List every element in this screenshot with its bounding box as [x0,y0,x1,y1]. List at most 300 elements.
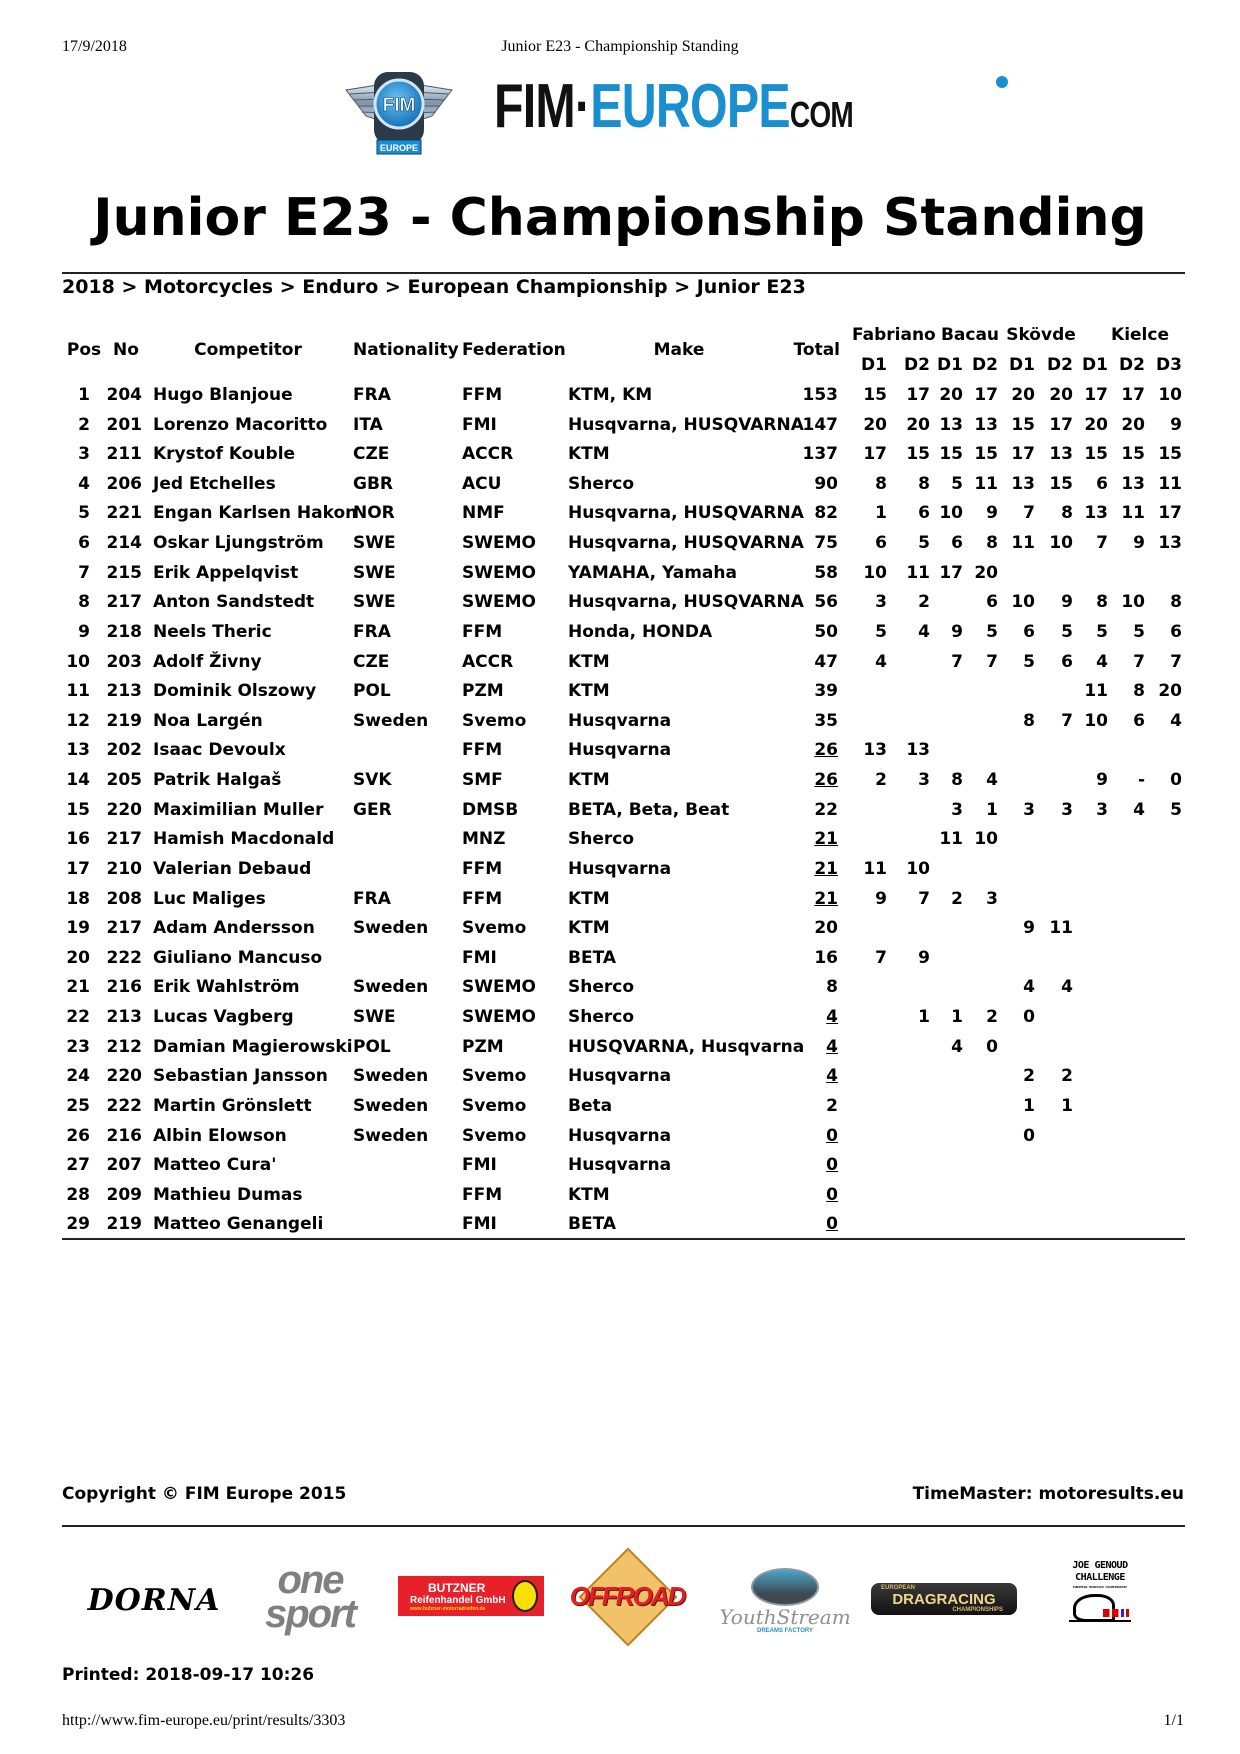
cell-make: HUSQVARNA, Husqvarna [568,1036,805,1057]
cell-score: 8 [986,533,998,554]
col-header-make[interactable]: Make [653,340,705,360]
cell-nationality: CZE [353,651,390,672]
cell-pos: 5 [78,503,90,524]
table-row[interactable] [0,800,1240,830]
cell-competitor: Albin Elowson [153,1125,287,1146]
cell-score: 1 [918,1007,930,1028]
table-row[interactable] [0,918,1240,948]
cell-make: KTM, KM [568,385,653,405]
cell-score: 7 [1023,503,1035,524]
cell-score: 8 [951,770,963,791]
cell-federation: FFM [462,1184,503,1205]
cell-competitor: Valerian Debaud [153,858,312,879]
table-row[interactable] [0,592,1240,622]
cell-score: 5 [918,533,930,554]
cell-make: Husqvarna [568,710,672,731]
cell-federation: Svemo [462,918,527,939]
cell-score: 13 [1158,533,1182,554]
table-row[interactable] [0,1155,1240,1185]
cell-pos: 14 [66,770,90,791]
cell-pos: 28 [66,1184,90,1205]
cell-make: Husqvarna, HUSQVARNA [568,592,804,613]
cell-total: 26 [814,770,838,791]
cell-federation: SMF [462,770,503,791]
cell-score: 20 [1158,681,1182,702]
cell-score: 11 [1084,681,1108,702]
cell-score: 4 [875,651,887,672]
table-row[interactable] [0,711,1240,741]
cell-make: KTM [568,1184,610,1205]
cell-federation: FFM [462,858,503,879]
cell-total: 50 [814,621,838,642]
cell-nationality: Sweden [353,977,429,998]
col-header-total[interactable]: Total [793,340,840,360]
cell-pos: 1 [78,385,90,405]
cell-pos: 23 [66,1036,90,1057]
cell-score: 0 [1023,1125,1035,1146]
event-header-fabriano: Fabriano [852,325,936,345]
col-header-nationality[interactable]: Nationality [353,340,459,360]
copyright-text: Copyright © FIM Europe 2015 [62,1484,347,1504]
dorna-logo-text: DORNA [87,1582,221,1618]
cell-pos: 22 [66,1007,90,1028]
cell-total: 21 [814,858,838,879]
cell-total: 20 [814,918,838,939]
sponsor-butzner-logo[interactable] [398,1576,544,1616]
cell-score: 3 [1096,799,1108,820]
col-header-pos[interactable]: Pos [66,340,102,360]
table-row[interactable] [0,474,1240,504]
cell-score: 3 [1061,799,1073,820]
cell-score: 7 [918,888,930,909]
cell-score: 11 [1158,473,1182,494]
cell-nationality: SWE [353,1007,396,1028]
cell-score: 11 [1121,503,1145,524]
cell-score: 13 [1049,444,1073,465]
cell-total: 147 [802,414,838,435]
cell-score: 9 [1023,918,1035,939]
joe-line1: JOE GENOUD [1072,1560,1128,1571]
event-header-kielce: Kielce [1111,325,1169,345]
cell-federation: FMI [462,1214,497,1235]
timemaster-link[interactable]: TimeMaster: motoresults.eu [912,1484,1184,1504]
cell-score: 5 [1133,621,1145,642]
onesport-line1: one [277,1558,343,1602]
table-row[interactable] [0,533,1240,563]
cell-make: KTM [568,651,610,672]
cell-nationality: SVK [353,770,392,791]
cell-make: BETA, Beta, Beat [568,799,730,820]
wordmark-europe: EUROPE [590,72,790,141]
cell-score: 2 [951,888,963,909]
cell-no: 204 [106,385,142,405]
cell-competitor: Mathieu Dumas [153,1184,303,1205]
cell-federation: PZM [462,681,504,702]
cell-score: 5 [951,473,963,494]
cell-score: 17 [1049,414,1073,435]
cell-federation: SWEMO [462,1007,536,1028]
day-header: D2 [972,355,998,375]
butzner-tire-icon [512,1580,538,1612]
cell-score: 1 [986,799,998,820]
cell-competitor: Jed Etchelles [153,473,276,494]
cell-score: 8 [1133,681,1145,702]
cell-score: 20 [863,414,887,435]
cell-score: 10 [1121,592,1145,613]
cell-federation: PZM [462,1036,504,1057]
fim-europe-wordmark [494,72,853,150]
day-header: D1 [1009,355,1035,375]
cell-total: 21 [814,829,838,850]
table-row[interactable] [0,770,1240,800]
event-header-skovde: Skövde [1006,325,1076,345]
cell-total: 2 [826,1095,838,1116]
cell-nationality: POL [353,1036,391,1057]
day-header: D2 [1119,355,1145,375]
cell-no: 220 [106,799,142,820]
cell-total: 0 [826,1155,838,1176]
day-header: D1 [1082,355,1108,375]
cell-competitor: Damian Magierowski [153,1036,353,1057]
cell-total: 21 [814,888,838,909]
cell-competitor: Lorenzo Macoritto [153,414,328,435]
cell-no: 207 [106,1155,142,1176]
cell-federation: DMSB [462,799,519,820]
cell-make: YAMAHA, Yamaha [568,562,737,583]
cell-score: 17 [939,562,963,583]
cell-score: 17 [906,385,930,405]
cell-make: BETA [568,1214,617,1235]
cell-score: 3 [986,888,998,909]
table-row[interactable] [0,948,1240,978]
cell-score: 15 [1158,444,1182,465]
cell-nationality: POL [353,681,391,702]
print-doc-title: Junior E23 - Championship Standing [501,38,739,55]
cell-make: Husqvarna [568,1125,672,1146]
table-row[interactable] [0,977,1240,1007]
cell-pos: 29 [66,1214,90,1235]
cell-score: 0 [1023,1007,1035,1028]
cell-competitor: Anton Sandstedt [153,592,315,613]
cell-competitor: Erik Appelqvist [153,562,299,583]
cell-competitor: Adam Andersson [153,918,315,939]
cell-competitor: Hamish Macdonald [153,829,335,850]
cell-nationality: Sweden [353,1095,429,1116]
cell-pos: 3 [78,444,90,465]
cell-competitor: Engan Karlsen Hakon [153,503,358,524]
cell-score: 10 [1049,533,1073,554]
cell-federation: NMF [462,503,505,524]
cell-no: 203 [106,651,142,672]
sponsor-dorna-logo[interactable] [86,1578,222,1622]
youthstream-line2: DREAMS FACTORY [756,1628,813,1634]
cell-score: 11 [1049,918,1073,939]
cell-score: 9 [986,503,998,524]
cell-competitor: Matteo Cura' [153,1155,277,1176]
cell-no: 222 [106,947,142,968]
cell-score: 4 [951,1036,963,1057]
day-header: D2 [904,355,930,375]
cell-competitor: Neels Theric [153,621,272,642]
table-row[interactable] [0,652,1240,682]
cell-total: 58 [814,562,838,583]
cell-nationality: Sweden [353,918,429,939]
cell-federation: Svemo [462,1125,527,1146]
cell-score: 2 [1023,1066,1035,1087]
sponsor-drag-racing-logo[interactable] [871,1583,1017,1615]
cell-total: 16 [814,947,838,968]
cell-score: 8 [918,473,930,494]
cell-make: BETA [568,947,617,968]
table-row[interactable] [0,1096,1240,1126]
cell-total: 39 [814,681,838,702]
cell-no: 212 [106,1036,142,1057]
cell-total: 137 [802,444,838,465]
table-row[interactable] [0,1185,1240,1215]
table-row[interactable] [0,622,1240,652]
day-header: D2 [1047,355,1073,375]
cell-score: 7 [1133,651,1145,672]
cell-pos: 13 [66,740,90,761]
cell-pos: 12 [66,710,90,731]
cell-competitor: Luc Maliges [153,888,266,909]
youthstream-s-icon [751,1568,819,1606]
cell-score: 6 [1096,473,1108,494]
cell-score: 1 [875,503,887,524]
cell-no: 209 [106,1184,142,1205]
cell-score: 15 [939,444,963,465]
cell-score: 8 [1170,592,1182,613]
flags-icon [1103,1609,1129,1617]
sponsor-youthstream-logo[interactable] [718,1566,852,1636]
cell-no: 206 [106,473,142,494]
cell-federation: SWEMO [462,977,536,998]
cell-total: 153 [802,385,838,405]
cell-score: 6 [1023,621,1035,642]
cell-score: 5 [986,621,998,642]
cell-nationality: GER [353,799,392,820]
cell-score: 13 [863,740,887,761]
cell-competitor: Lucas Vagberg [153,1007,294,1028]
drag-line3: CHAMPIONSHIPS [952,1606,1003,1613]
table-row[interactable] [0,1037,1240,1067]
cell-make: KTM [568,888,610,909]
cell-score: 5 [1023,651,1035,672]
col-header-federation[interactable]: Federation [462,340,566,360]
cell-competitor: Martin Grönslett [153,1095,312,1116]
cell-no: 217 [106,592,142,613]
day-header: D1 [937,355,963,375]
cell-total: 26 [814,740,838,761]
cell-nationality: FRA [353,621,391,642]
cell-total: 90 [814,473,838,494]
cell-federation: SWEMO [462,533,536,554]
cell-score: 15 [1049,473,1073,494]
cell-make: Husqvarna [568,1155,672,1176]
cell-score: 6 [1133,710,1145,731]
cell-score: 15 [1121,444,1145,465]
cell-total: 4 [826,1036,838,1057]
cell-score: 8 [1061,503,1073,524]
cell-score: 20 [1121,414,1145,435]
cell-no: 216 [106,977,142,998]
cell-score: 17 [1084,385,1108,405]
fim-emblem-icon [344,66,454,158]
printed-timestamp: Printed: 2018-09-17 10:26 [62,1665,315,1685]
sponsor-onesport-logo[interactable] [265,1558,355,1636]
cell-score: 11 [1011,533,1035,554]
cell-score: 4 [1133,799,1145,820]
table-row[interactable] [0,503,1240,533]
cell-score: 13 [939,414,963,435]
cell-total: 35 [814,710,838,731]
onesport-line2: sport [265,1592,355,1636]
cell-make: Sherco [568,473,635,494]
cell-score: 6 [875,533,887,554]
cell-score: 10 [974,829,998,850]
cell-score: 5 [1096,621,1108,642]
cell-federation: Svemo [462,710,527,731]
fim-europe-logo[interactable] [344,62,904,162]
cell-pos: 8 [78,592,90,613]
cell-score: 8 [1096,592,1108,613]
cell-competitor: Oskar Ljungström [153,533,324,554]
cell-pos: 15 [66,799,90,820]
wordmark-dot-icon [996,76,1008,88]
table-row[interactable] [0,740,1240,770]
cell-score: 4 [986,770,998,791]
offroad-logo-text: OFFROAD [569,1580,685,1611]
cell-make: KTM [568,918,610,939]
sponsor-joe-genoud-logo[interactable] [1064,1560,1136,1638]
cell-pos: 21 [66,977,90,998]
cell-federation: Svemo [462,1066,527,1087]
cell-federation: FFM [462,621,503,642]
cell-total: 0 [826,1184,838,1205]
cell-score: 20 [1084,414,1108,435]
breadcrumb: 2018 > Motorcycles > Enduro > European Championship > Junior E23 [62,276,806,298]
cell-nationality: SWE [353,562,396,583]
page-title: Junior E23 - Championship Standing [93,188,1147,248]
table-row[interactable] [0,563,1240,593]
cell-pos: 6 [78,533,90,554]
cell-score: 3 [875,592,887,613]
cell-make: Sherco [568,829,635,850]
youthstream-line1: YouthStream [719,1605,851,1629]
print-page-number: 1/1 [1163,1712,1184,1729]
cell-nationality: FRA [353,888,391,909]
butzner-line2: Reifenhandel GmbH [410,1594,506,1606]
sponsor-offroad-logo[interactable] [565,1558,689,1634]
cell-score: 11 [939,829,963,850]
cell-federation: ACCR [462,651,514,672]
cell-no: 201 [106,414,142,435]
table-row[interactable] [0,1126,1240,1156]
cell-no: 210 [106,858,142,879]
cell-score: 9 [1133,533,1145,554]
cell-score: 3 [918,770,930,791]
table-row[interactable] [0,889,1240,919]
cell-score: 13 [1121,473,1145,494]
cell-score: 5 [1170,799,1182,820]
wordmark-dot: · [574,72,591,141]
cell-no: 202 [106,740,142,761]
cell-score: 3 [951,799,963,820]
cell-make: Husqvarna [568,1066,672,1087]
cell-score: 6 [986,592,998,613]
cell-score: 20 [974,562,998,583]
cell-pos: 9 [78,621,90,642]
cell-score: 6 [951,533,963,554]
table-row[interactable] [0,1066,1240,1096]
cell-score: 17 [1011,444,1035,465]
table-row[interactable] [0,829,1240,859]
cell-pos: 19 [66,918,90,939]
cell-no: 205 [106,770,142,791]
cell-score: 10 [1158,385,1182,405]
cell-nationality: Sweden [353,710,429,731]
cell-nationality: ITA [353,414,383,435]
drag-line2: DRAGRACING [892,1590,996,1608]
cell-score: 0 [986,1036,998,1057]
table-row[interactable] [0,385,1240,415]
table-row[interactable] [0,681,1240,711]
cell-total: 0 [826,1125,838,1146]
col-header-no[interactable]: No [113,340,139,360]
cell-total: 4 [826,1007,838,1028]
cell-score: 2 [918,592,930,613]
cell-score: 1 [951,1007,963,1028]
cell-score: 0 [1170,770,1182,791]
cell-make: KTM [568,681,610,702]
cell-no: 208 [106,888,142,909]
butzner-line3: www.butzner-motorradreifen.de [410,1605,486,1612]
table-row[interactable] [0,444,1240,474]
cell-nationality: SWE [353,533,396,554]
table-row[interactable] [0,1007,1240,1037]
cell-score: 11 [906,562,930,583]
wordmark-com: COM [789,94,853,135]
table-row[interactable] [0,859,1240,889]
print-url[interactable]: http://www.fim-europe.eu/print/results/3303 [62,1712,346,1729]
cell-competitor: Sebastian Jansson [153,1066,328,1087]
cell-competitor: Hugo Blanjoue [153,385,293,405]
cell-federation: FFM [462,385,503,405]
joe-motorcycle-icon [1069,1590,1131,1622]
cell-no: 213 [106,1007,142,1028]
cell-pos: 26 [66,1125,90,1146]
table-row[interactable] [0,415,1240,445]
cell-score: 3 [1023,799,1035,820]
cell-score: 9 [1061,592,1073,613]
cell-make: Honda, HONDA [568,621,713,642]
cell-score: 4 [1023,977,1035,998]
cell-competitor: Noa Largén [153,710,263,731]
cell-competitor: Giuliano Mancuso [153,947,323,968]
cell-make: Husqvarna [568,740,672,761]
col-header-competitor[interactable]: Competitor [194,340,302,360]
cell-score: 10 [863,562,887,583]
cell-no: 221 [106,503,142,524]
cell-nationality: Sweden [353,1125,429,1146]
cell-total: 4 [826,1066,838,1087]
cell-score: 4 [1170,710,1182,731]
day-header: D1 [861,355,887,375]
cell-nationality: GBR [353,473,394,494]
cell-score: 13 [1084,503,1108,524]
cell-score: 7 [986,651,998,672]
cell-federation: Svemo [462,1095,527,1116]
